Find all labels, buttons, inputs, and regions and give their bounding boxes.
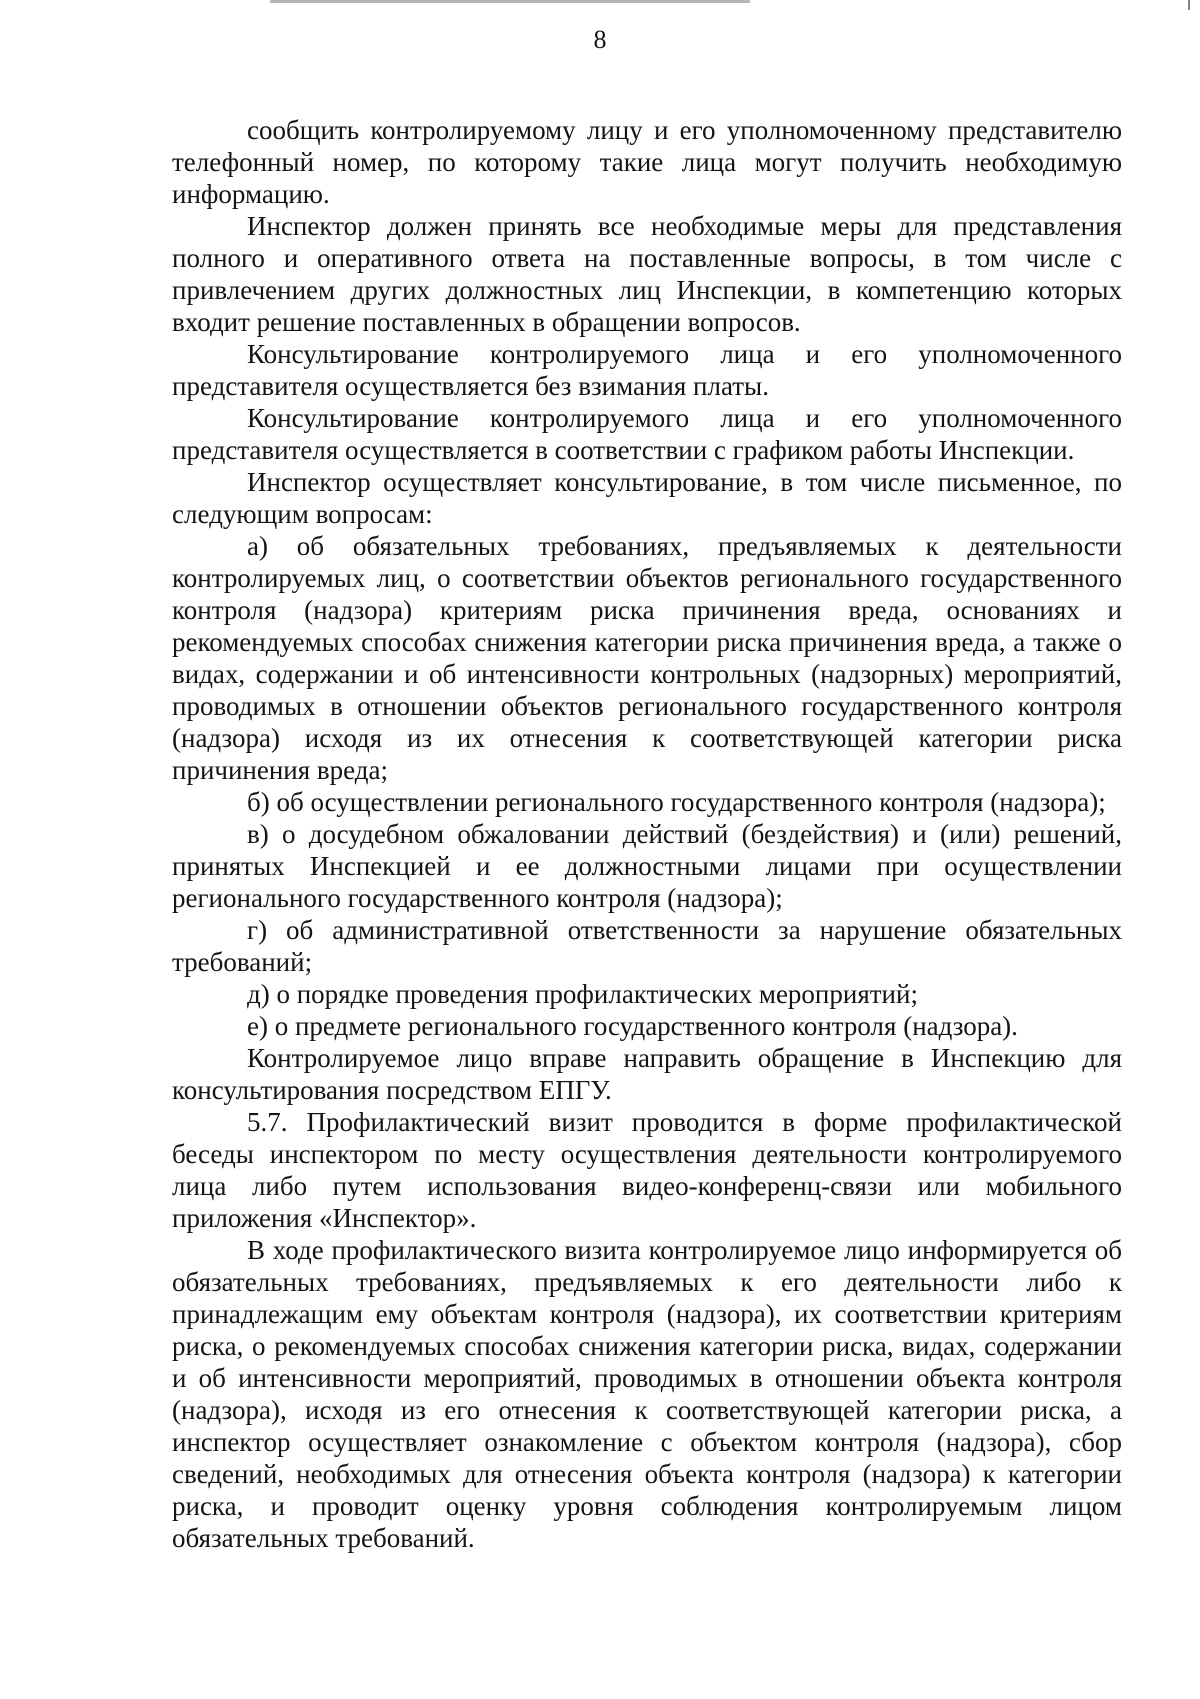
section-5-7: 5.7. Профилактический визит проводится в форме профилактической беседы инспектором по месту осуществления деятельности контролируемого лица либо путем использования видео-конференц-связи или мобильного приложения «Инспектор». bbox=[172, 1107, 1122, 1233]
paragraph: Консультирование контролируемого лица и его уполномоченного представителя осуществляется в соответствии с графиком работы Инспекции. bbox=[172, 403, 1122, 465]
page-number: 8 bbox=[593, 25, 607, 54]
list-item-v: в) о досудебном обжаловании действий (бездействия) и (или) решений, принятых Инспекцией и ее должностными лицами при осуществлении регионального государственного контроля (надзора); bbox=[172, 819, 1122, 913]
list-item-a: а) об обязательных требованиях, предъявляемых к деятельности контролируемых лиц, о соответствии объектов регионального государственного контроля (надзора) критериям риска причинения вреда, основаниях и рекомендуемых способах снижения категории риска причинения вреда, а также о видах, содержании и об интенсивности контрольных (надзорных) мероприятий, проводимых в отношении объектов регионального государственного контроля (надзора) исходя из их отнесения к соответствующей категории риска причинения вреда; bbox=[172, 531, 1122, 785]
document-body bbox=[172, 114, 1122, 1554]
paragraph: Инспектор осуществляет консультирование, в том числе письменное, по следующим вопросам: bbox=[172, 467, 1122, 529]
paragraph: Консультирование контролируемого лица и его уполномоченного представителя осуществляется без взимания платы. bbox=[172, 339, 1122, 401]
paragraph: Инспектор должен принять все необходимые меры для представления полного и оперативного ответа на поставленные вопросы, в том числе с привлечением других должностных лиц Инспекции, в компетенцию которых входит решение поставленных в обращении вопросов. bbox=[172, 211, 1122, 337]
list-item-b: б) об осуществлении регионального государственного контроля (надзора); bbox=[247, 787, 1106, 817]
scan-edge-mark-right bbox=[1188, 0, 1190, 10]
list-item-d: д) о порядке проведения профилактических мероприятий; bbox=[247, 979, 918, 1009]
list-item-g: г) об административной ответственности за нарушение обязательных требований; bbox=[172, 915, 1122, 977]
paragraph: В ходе профилактического визита контролируемое лицо информируется об обязательных требованиях, предъявляемых к его деятельности либо к принадлежащим ему объектам контроля (надзора), их соответствии критериям риска, о рекомендуемых способах снижения категории риска, видах, содержании и об интенсивности мероприятий, проводимых в отношении объекта контроля (надзора), исходя из его отнесения к соответствующей категории риска, а инспектор осуществляет ознакомление с объектом контроля (надзора), сбор сведений, необходимых для отнесения объекта контроля (надзора) к категории риска, и проводит оценку уровня соблюдения контролируемым лицом обязательных требований. bbox=[172, 1235, 1122, 1553]
paragraph: Контролируемое лицо вправе направить обращение в Инспекцию для консультирования посредством ЕПГУ. bbox=[172, 1043, 1122, 1105]
paragraph-continuation: сообщить контролируемому лицу и его уполномоченному представителю телефонный номер, по которому такие лица могут получить необходимую информацию. bbox=[172, 115, 1122, 209]
list-item-e: е) о предмете регионального государственного контроля (надзора). bbox=[247, 1011, 1018, 1041]
scan-edge-mark bbox=[270, 0, 750, 3]
